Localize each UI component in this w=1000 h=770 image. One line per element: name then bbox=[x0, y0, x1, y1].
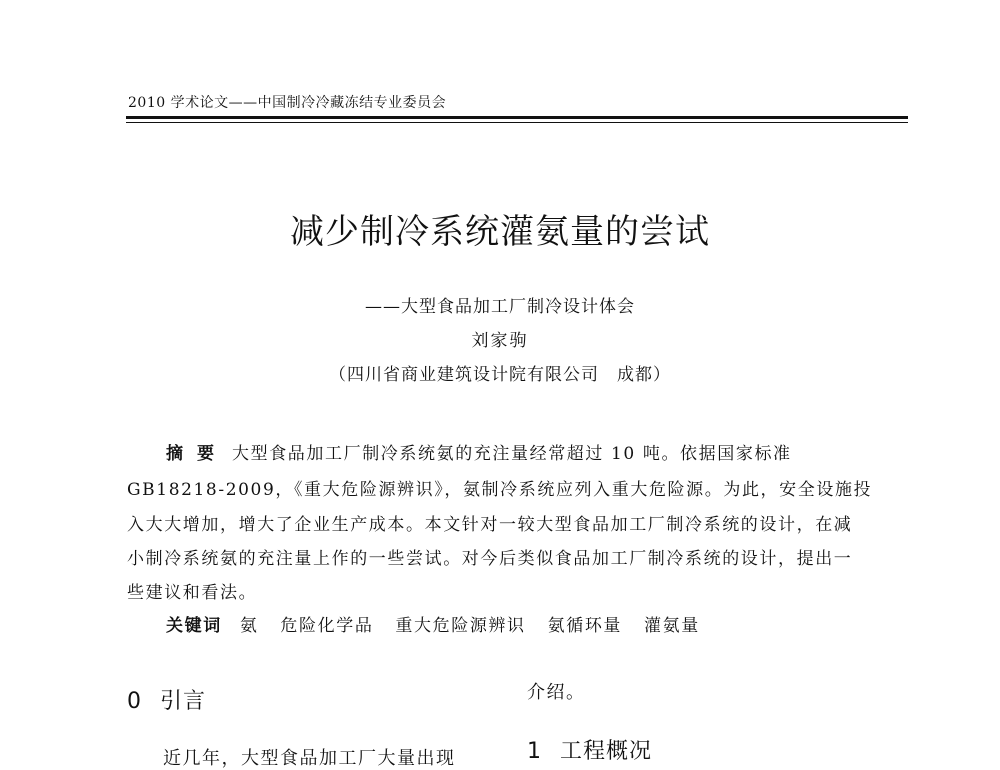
body-text-right: 介绍。 bbox=[527, 682, 586, 703]
paper-subtitle: ——大型食品加工厂制冷设计体会 bbox=[365, 297, 635, 317]
paper-title: 减少制冷系统灌氨量的尝试 bbox=[290, 212, 710, 252]
author-affiliation: （四川省商业建筑设计院有限公司 成都） bbox=[329, 365, 671, 385]
keyword: 氨 bbox=[239, 616, 259, 636]
keyword: 氨循环量 bbox=[547, 616, 623, 636]
body-text-left: 近几年，大型食品加工厂大量出现 bbox=[163, 748, 456, 769]
abstract-text: 大型食品加工厂制冷系统氨的充注量经常超过 10 吨。依据国家标准 bbox=[232, 444, 792, 464]
abstract-line: 入大大增加，增大了企业生产成本。本文针对一较大型食品加工厂制冷系统的设计，在减 bbox=[127, 515, 853, 535]
header-rule-thick bbox=[126, 116, 908, 119]
section-title: 引言 bbox=[160, 689, 207, 714]
section-heading-introduction bbox=[127, 684, 206, 715]
abstract-label: 摘要 bbox=[166, 444, 228, 464]
section-number: 1 bbox=[527, 739, 542, 764]
abstract-line: 小制冷系统氨的充注量上作的一些尝试。对今后类似食品加工厂制冷系统的设计，提出一 bbox=[127, 549, 853, 569]
abstract-line: 些建议和看法。 bbox=[127, 583, 258, 603]
header-rule-thin bbox=[126, 122, 908, 123]
author-name: 刘家驹 bbox=[471, 331, 529, 351]
keywords-label: 关键词 bbox=[166, 616, 222, 636]
section-heading-project-overview bbox=[527, 734, 652, 765]
keyword: 重大危险源辨识 bbox=[395, 616, 526, 636]
running-head: 2010 学术论文——中国制冷冷藏冻结专业委员会 bbox=[128, 95, 447, 111]
keyword: 灌氨量 bbox=[644, 616, 700, 636]
keyword: 危险化学品 bbox=[280, 616, 374, 636]
abstract-line: GB18218-2009，《重大危险源辨识》，氨制冷系统应列入重大危险源。为此，安全设施投 bbox=[127, 480, 873, 500]
keywords-line bbox=[166, 611, 722, 636]
section-number: 0 bbox=[127, 689, 142, 714]
abstract-line bbox=[166, 439, 792, 464]
section-title: 工程概况 bbox=[560, 739, 653, 764]
